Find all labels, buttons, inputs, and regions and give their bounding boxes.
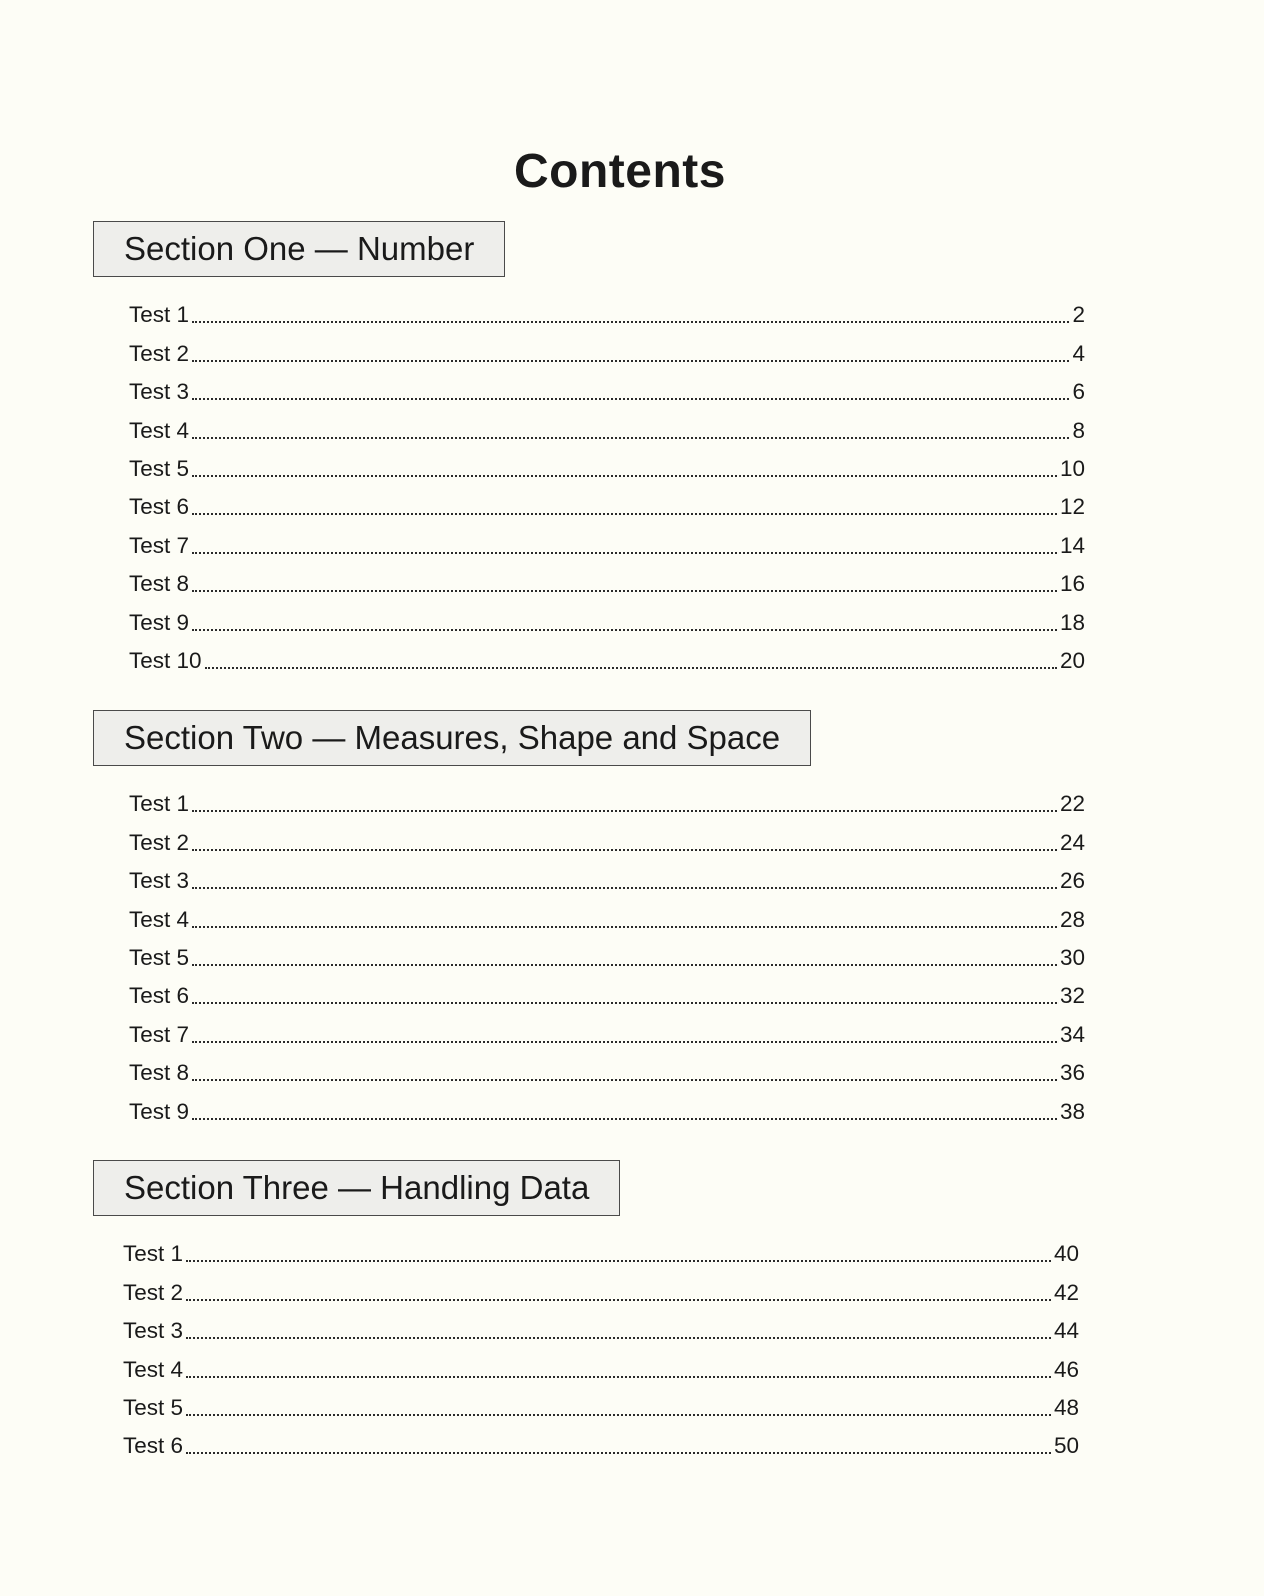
- entry-label: Test 5: [129, 944, 190, 970]
- dot-leader: [192, 886, 1057, 889]
- toc-entry[interactable]: [129, 896, 1085, 934]
- entry-label: Test 4: [123, 1356, 184, 1382]
- dot-leader: [186, 1451, 1051, 1454]
- toc-entry[interactable]: [129, 561, 1085, 599]
- entry-page-number: 46: [1053, 1356, 1079, 1382]
- dot-leader: [192, 551, 1057, 554]
- entry-label: Test 1: [129, 791, 190, 817]
- section-heading: Section One — Number: [93, 221, 505, 277]
- entry-label: Test 7: [129, 532, 190, 558]
- toc-entry[interactable]: [129, 1088, 1085, 1126]
- entry-page-number: 32: [1059, 983, 1085, 1009]
- entry-page-number: 28: [1059, 906, 1085, 932]
- entry-page-number: 6: [1072, 379, 1085, 405]
- toc-entry[interactable]: [123, 1346, 1079, 1384]
- dot-leader: [186, 1336, 1051, 1339]
- entry-label: Test 3: [129, 868, 190, 894]
- entry-page-number: 50: [1053, 1433, 1079, 1459]
- dot-leader: [192, 963, 1057, 966]
- entry-page-number: 20: [1059, 647, 1085, 673]
- entry-label: Test 6: [129, 983, 190, 1009]
- entry-label: Test 1: [129, 302, 190, 328]
- entry-label: Test 7: [129, 1021, 190, 1047]
- entry-label: Test 2: [129, 829, 190, 855]
- dot-leader: [192, 809, 1057, 812]
- dot-leader: [192, 397, 1069, 400]
- entry-page-number: 40: [1053, 1241, 1079, 1267]
- toc-entry[interactable]: [129, 638, 1085, 676]
- toc-entry[interactable]: [129, 819, 1085, 857]
- toc-entry[interactable]: [129, 858, 1085, 896]
- toc-entry[interactable]: [129, 1011, 1085, 1049]
- dot-leader: [186, 1259, 1051, 1262]
- dot-leader: [192, 589, 1057, 592]
- entry-page-number: 22: [1059, 791, 1085, 817]
- entry-label: Test 8: [129, 571, 190, 597]
- entry-page-number: 18: [1059, 609, 1085, 635]
- toc-entry[interactable]: [129, 330, 1085, 368]
- toc-entry[interactable]: [129, 522, 1085, 560]
- entry-page-number: 24: [1059, 829, 1085, 855]
- toc-entry[interactable]: [129, 407, 1085, 445]
- entry-label: Test 3: [129, 379, 190, 405]
- dot-leader: [192, 320, 1069, 323]
- entry-page-number: 26: [1059, 868, 1085, 894]
- toc-entry[interactable]: [129, 484, 1085, 522]
- entry-page-number: 30: [1059, 944, 1085, 970]
- dot-leader: [192, 474, 1057, 477]
- entry-label: Test 10: [129, 647, 202, 673]
- dot-leader: [192, 359, 1069, 362]
- dot-leader: [192, 1078, 1057, 1081]
- section-heading: Section Three — Handling Data: [93, 1160, 620, 1216]
- entry-page-number: 38: [1059, 1098, 1085, 1124]
- entry-label: Test 6: [129, 494, 190, 520]
- page-title: Contents: [514, 145, 726, 199]
- entry-page-number: 42: [1053, 1279, 1079, 1305]
- toc-entry[interactable]: [123, 1231, 1079, 1269]
- entry-page-number: 14: [1059, 532, 1085, 558]
- toc-entry[interactable]: [129, 369, 1085, 407]
- entry-label: Test 9: [129, 609, 190, 635]
- section-entries: [123, 1231, 1079, 1461]
- section-entries: [129, 292, 1085, 676]
- entry-label: Test 4: [129, 417, 190, 443]
- toc-entry[interactable]: [129, 781, 1085, 819]
- entry-label: Test 2: [129, 340, 190, 366]
- toc-entry[interactable]: [123, 1423, 1079, 1461]
- dot-leader: [192, 848, 1057, 851]
- entry-page-number: 8: [1072, 417, 1085, 443]
- section-heading: Section Two — Measures, Shape and Space: [93, 710, 811, 766]
- toc-entry[interactable]: [123, 1269, 1079, 1307]
- entry-page-number: 2: [1072, 302, 1085, 328]
- entry-page-number: 16: [1059, 571, 1085, 597]
- toc-entry[interactable]: [123, 1308, 1079, 1346]
- dot-leader: [192, 925, 1057, 928]
- toc-entry[interactable]: [129, 292, 1085, 330]
- dot-leader: [186, 1413, 1051, 1416]
- dot-leader: [186, 1298, 1051, 1301]
- toc-entry[interactable]: [129, 599, 1085, 637]
- entry-page-number: 4: [1072, 340, 1085, 366]
- toc-entry[interactable]: [123, 1385, 1079, 1423]
- dot-leader: [192, 1117, 1057, 1120]
- dot-leader: [205, 666, 1057, 669]
- toc-entry[interactable]: [129, 1050, 1085, 1088]
- entry-page-number: 48: [1053, 1394, 1079, 1420]
- dot-leader: [186, 1375, 1051, 1378]
- entry-label: Test 4: [129, 906, 190, 932]
- entry-page-number: 34: [1059, 1021, 1085, 1047]
- toc-entry[interactable]: [129, 446, 1085, 484]
- dot-leader: [192, 628, 1057, 631]
- entry-label: Test 5: [123, 1394, 184, 1420]
- entry-label: Test 5: [129, 455, 190, 481]
- toc-entry[interactable]: [129, 973, 1085, 1011]
- entry-label: Test 8: [129, 1060, 190, 1086]
- entry-label: Test 1: [123, 1241, 184, 1267]
- entry-label: Test 2: [123, 1279, 184, 1305]
- section-entries: [129, 781, 1085, 1127]
- dot-leader: [192, 512, 1057, 515]
- dot-leader: [192, 1040, 1057, 1043]
- entry-page-number: 36: [1059, 1060, 1085, 1086]
- entry-label: Test 9: [129, 1098, 190, 1124]
- entry-page-number: 44: [1053, 1318, 1079, 1344]
- dot-leader: [192, 436, 1069, 439]
- entry-page-number: 12: [1059, 494, 1085, 520]
- entry-page-number: 10: [1059, 455, 1085, 481]
- entry-label: Test 6: [123, 1433, 184, 1459]
- entry-label: Test 3: [123, 1318, 184, 1344]
- toc-entry[interactable]: [129, 935, 1085, 973]
- dot-leader: [192, 1001, 1057, 1004]
